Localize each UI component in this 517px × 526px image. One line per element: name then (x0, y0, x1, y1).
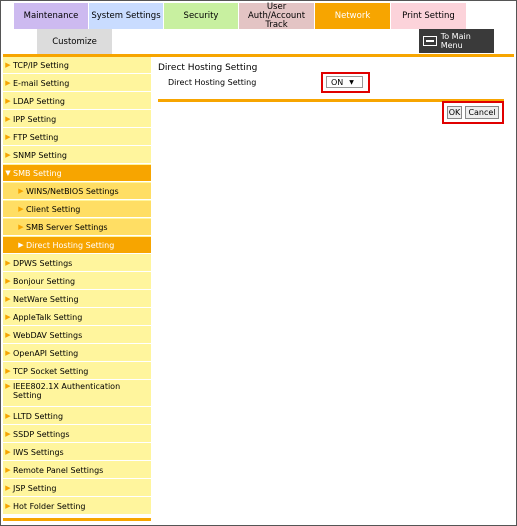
sidebar-item-label: NetWare Setting (13, 294, 79, 304)
sidebar-item-label: IEEE802.1X Authentication Setting (12, 382, 121, 400)
arrow-right-icon: ▶ (5, 367, 11, 375)
sidebar-item-label: SSDP Settings (13, 429, 70, 439)
arrow-right-icon: ▶ (5, 484, 11, 492)
arrow-right-icon: ▶ (18, 241, 24, 249)
sidebar-item-label: IPP Setting (13, 114, 57, 124)
sidebar-item-tcp-socket[interactable] (3, 363, 151, 380)
sidebar-item-webdav[interactable] (3, 327, 151, 344)
sidebar-item-label: LDAP Setting (13, 96, 65, 106)
arrow-right-icon: ▶ (18, 205, 24, 213)
arrow-right-icon: ▶ (5, 382, 11, 390)
sidebar-item-label: FTP Setting (13, 132, 59, 142)
sidebar-item-smb-server[interactable] (3, 219, 151, 236)
sidebar-item-label: AppleTalk Setting (13, 312, 83, 322)
sidebar-item-ieee8021x[interactable] (3, 381, 151, 407)
sidebar-item-ipp[interactable] (3, 111, 151, 128)
to-main-menu-button[interactable] (419, 29, 494, 53)
sidebar-item-lltd[interactable] (3, 408, 151, 425)
sidebar-item-tcpip[interactable] (3, 57, 151, 74)
sidebar-item-label: SNMP Setting (13, 150, 67, 160)
tab-system-settings[interactable]: System Settings (89, 3, 164, 29)
sidebar-item-label: WebDAV Settings (13, 330, 83, 340)
sidebar-item-label: Direct Hosting Setting (26, 240, 115, 250)
arrow-right-icon: ▶ (5, 277, 11, 285)
top-tabs (14, 3, 467, 29)
arrow-right-icon: ▶ (5, 79, 11, 87)
tab-print-setting[interactable]: Print Setting (391, 3, 467, 29)
sidebar-item-label: SMB Server Settings (26, 222, 108, 232)
sidebar-item-label: LLTD Setting (13, 411, 64, 421)
sidebar-item-ssdp[interactable] (3, 426, 151, 443)
sidebar-item-label: JSP Setting (13, 483, 57, 493)
sidebar-item-label: Hot Folder Setting (13, 501, 86, 511)
sidebar-item-bonjour[interactable] (3, 273, 151, 290)
buttons-highlight-box (442, 101, 504, 124)
customize-button[interactable]: Customize (37, 29, 112, 54)
sidebar-item-label: Bonjour Setting (13, 276, 76, 286)
sidebar-item-label: TCP/IP Setting (13, 60, 69, 70)
sidebar-item-netware[interactable] (3, 291, 151, 308)
sidebar-item-snmp[interactable] (3, 147, 151, 164)
arrow-right-icon: ▶ (5, 313, 11, 321)
tab-maintenance[interactable]: Maintenance (14, 3, 89, 29)
arrow-right-icon: ▶ (5, 412, 11, 420)
arrow-right-icon: ▶ (18, 187, 24, 195)
sidebar-item-label: TCP Socket Setting (13, 366, 89, 376)
sidebar-item-label: Client Setting (26, 204, 81, 214)
sidebar-item-label: WINS/NetBIOS Settings (26, 186, 119, 196)
sidebar-item-label: IWS Settings (13, 447, 64, 457)
arrow-right-icon: ▶ (5, 331, 11, 339)
select-highlight-box (321, 72, 370, 93)
sidebar-item-ftp[interactable] (3, 129, 151, 146)
sidebar-item-openapi[interactable] (3, 345, 151, 362)
arrow-right-icon: ▶ (5, 61, 11, 69)
sidebar-item-label: SMB Setting (13, 168, 62, 178)
main-menu-icon (423, 36, 437, 46)
tab-security[interactable]: Security (164, 3, 239, 29)
arrow-right-icon: ▶ (5, 430, 11, 438)
sidebar-item-label: DPWS Settings (13, 258, 73, 268)
arrow-right-icon: ▶ (5, 97, 11, 105)
select-value: ON (331, 77, 344, 87)
arrow-right-icon: ▶ (5, 151, 11, 159)
sidebar-item-ldap[interactable] (3, 93, 151, 110)
arrow-right-icon: ▶ (5, 466, 11, 474)
sidebar-item-remote-panel[interactable] (3, 462, 151, 479)
sidebar-item-iws[interactable] (3, 444, 151, 461)
sidebar-bottom-divider (3, 518, 151, 521)
arrow-right-icon: ▶ (5, 448, 11, 456)
arrow-right-icon: ▶ (5, 502, 11, 510)
sidebar-item-wins-netbios[interactable] (3, 183, 151, 200)
arrow-right-icon: ▶ (18, 223, 24, 231)
arrow-right-icon: ▶ (5, 259, 11, 267)
sidebar-item-dpws[interactable] (3, 255, 151, 272)
cancel-button[interactable]: Cancel (465, 106, 499, 119)
arrow-down-icon: ▼ (5, 169, 11, 177)
arrow-right-icon: ▶ (5, 115, 11, 123)
sidebar-item-label: OpenAPI Setting (13, 348, 79, 358)
sidebar-item-label: E-mail Setting (13, 78, 70, 88)
arrow-right-icon: ▶ (5, 295, 11, 303)
tab-network[interactable]: Network (315, 3, 391, 29)
sidebar-item-client[interactable] (3, 201, 151, 218)
arrow-right-icon: ▶ (5, 349, 11, 357)
sidebar-item-smb[interactable] (3, 165, 151, 182)
sidebar-item-email[interactable] (3, 75, 151, 92)
to-main-menu-label: To Main Menu (440, 32, 471, 50)
ok-button[interactable]: OK (448, 108, 461, 117)
sidebar-item-label: Remote Panel Settings (13, 465, 104, 475)
direct-hosting-label: Direct Hosting Setting (168, 78, 257, 87)
sidebar-item-direct-hosting[interactable] (3, 237, 151, 254)
arrow-right-icon: ▶ (5, 133, 11, 141)
sidebar (3, 57, 151, 515)
sidebar-item-hot-folder[interactable] (3, 498, 151, 515)
dropdown-arrow-icon: ▼ (349, 78, 354, 86)
sidebar-item-appletalk[interactable] (3, 309, 151, 326)
sidebar-item-jsp[interactable] (3, 480, 151, 497)
page-title: Direct Hosting Setting (158, 63, 258, 73)
tab-user-auth[interactable]: User Auth/Account Track (239, 3, 315, 29)
